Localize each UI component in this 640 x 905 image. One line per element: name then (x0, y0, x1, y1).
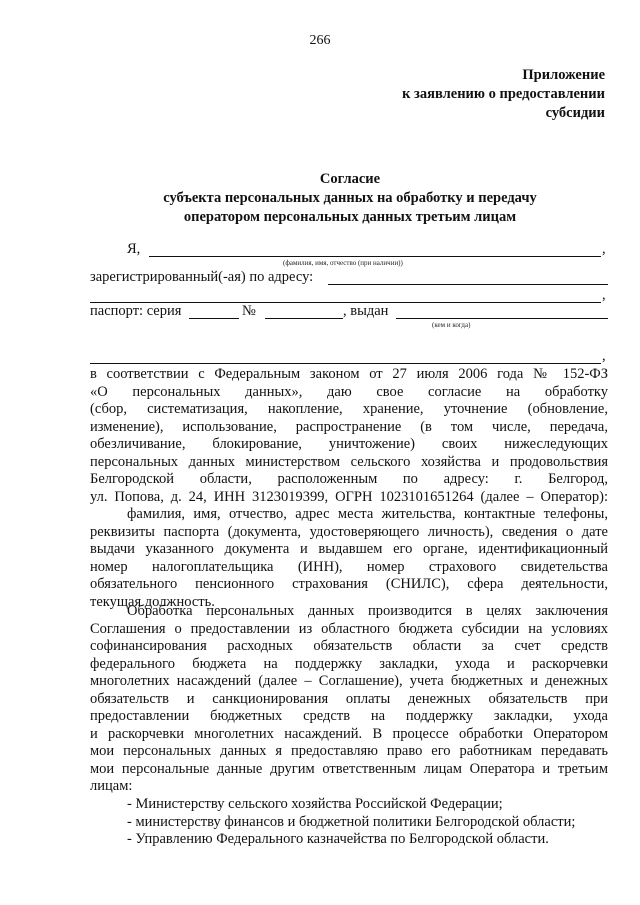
purpose-line: мои персональных данных я предоставляю право его работникам передавать (90, 743, 608, 759)
personal-data-line: текущая должность. (90, 593, 215, 610)
purpose-line: мои персональные данные другим ответственным лицам Оператора и третьим (90, 760, 608, 777)
title-line-2: субъекта персональных данных на обработку и передачу (163, 190, 537, 206)
passport-number-label: № (242, 303, 256, 319)
consent-paragraph (90, 366, 608, 506)
address-field-line[interactable] (328, 284, 608, 285)
consent-line: персональных данных министерством сельского хозяйства и продовольствия (90, 453, 608, 470)
appendix-line-1: Приложение (522, 67, 605, 83)
title-line-3: оператором персональных данных третьим лицам (183, 209, 517, 225)
issued-caption: (кем и когда) (432, 321, 471, 329)
issued-by-field[interactable] (396, 318, 608, 319)
purpose-line: лицам: (90, 778, 133, 794)
personal-data-line: номер налогоплательщика (ИНН), номер страхового свидетельства (90, 558, 608, 575)
address-label: зарегистрированный(-ая) по адресу: (90, 269, 314, 285)
purpose-line: Обработка персональных данных производится в целях заключения (127, 603, 608, 619)
consent-line: в соответствии с Федеральным законом от 27 июля 2006 года № 152-ФЗ (90, 366, 608, 382)
issued-label: , выдан (343, 303, 389, 319)
purpose-line: софинансирования расходных обязательств области за счет средств (90, 638, 608, 654)
document-title (90, 170, 610, 227)
appendix-line-3: субсидии (545, 105, 605, 121)
purpose-line: и раскорчевки многолетних насаждений. В процессе обработки Оператором (90, 725, 608, 742)
consent-line: (сбор, систематизация, накопление, хранение, уточнение (обновление, (90, 401, 608, 417)
personal-data-line: реквизиты паспорта (документа, удостоверяющего личность), сведения о дате (90, 523, 608, 540)
fio-row (90, 241, 608, 257)
recipients-list (127, 796, 608, 849)
address-continuation-row (90, 287, 608, 303)
fio-comma: , (602, 241, 606, 257)
consent-line: «О персональных данных», даю свое согласие на обработку (90, 383, 608, 400)
i-label: Я, (127, 241, 141, 257)
consent-line: ул. Попова, д. 24, ИНН 3123019399, ОГРН 1023101651264 (далее – Оператор): (90, 488, 608, 505)
recipient-item: - Управлению Федерального казначейства по Белгородской области. (127, 831, 549, 847)
title-line-1: Согласие (319, 171, 381, 187)
purpose-line: федерального бюджета на поддержку закладки, ухода и раскорчевки (90, 655, 608, 672)
issued-continuation-row (90, 348, 608, 364)
appendix-line-2: к заявлению о предоставлении (402, 86, 605, 102)
address-comma: , (602, 287, 606, 303)
personal-data-line: фамилия, имя, отчество, адрес места жительства, контактные телефоны, (127, 506, 608, 522)
personal-data-line: обязательного пенсионного страхования (СНИЛС), сфера деятельности, (90, 576, 608, 592)
issued-continuation-line[interactable] (90, 363, 601, 364)
purpose-line: предоставлении бюджетных средств на поддержку закладки, ухода (90, 708, 608, 724)
processing-purpose-paragraph (90, 603, 608, 796)
passport-number-field[interactable] (265, 318, 343, 319)
page-number: 266 (309, 33, 331, 48)
fio-caption: (фамилия, имя, отчество (при наличии)) (283, 259, 403, 267)
issued-comma: , (602, 348, 606, 364)
purpose-line: многолетних насаждений (далее – Соглашение), учета бюджетных и денежных (90, 673, 608, 689)
consent-line: Белгородской области, расположенным по адресу: г. Белгород, (90, 471, 608, 487)
consent-line: обезличивание, блокирование, уничтожение) своих нижеследующих (90, 436, 608, 452)
purpose-line: обязательств и санкционирования оплаты денежных обязательств при (90, 690, 608, 707)
purpose-line: Соглашения о предоставлении из областного бюджета субсидии на условиях (90, 620, 608, 637)
fio-field-line[interactable] (149, 256, 601, 257)
passport-row (90, 303, 608, 319)
appendix-heading (360, 66, 605, 123)
personal-data-list-paragraph (90, 506, 608, 611)
consent-line: изменение), использование, распространение (в том числе, передача, (90, 418, 608, 435)
recipient-item: - министерству финансов и бюджетной политики Белгородской области; (127, 813, 576, 830)
passport-series-field[interactable] (189, 318, 239, 319)
recipient-item: - Министерству сельского хозяйства Российской Федерации; (127, 796, 503, 812)
address-row (90, 269, 608, 285)
passport-series-label: паспорт: серия (90, 303, 182, 319)
personal-data-line: выдачи указанного документа и выдавшем его органе, идентификационный (90, 541, 608, 557)
